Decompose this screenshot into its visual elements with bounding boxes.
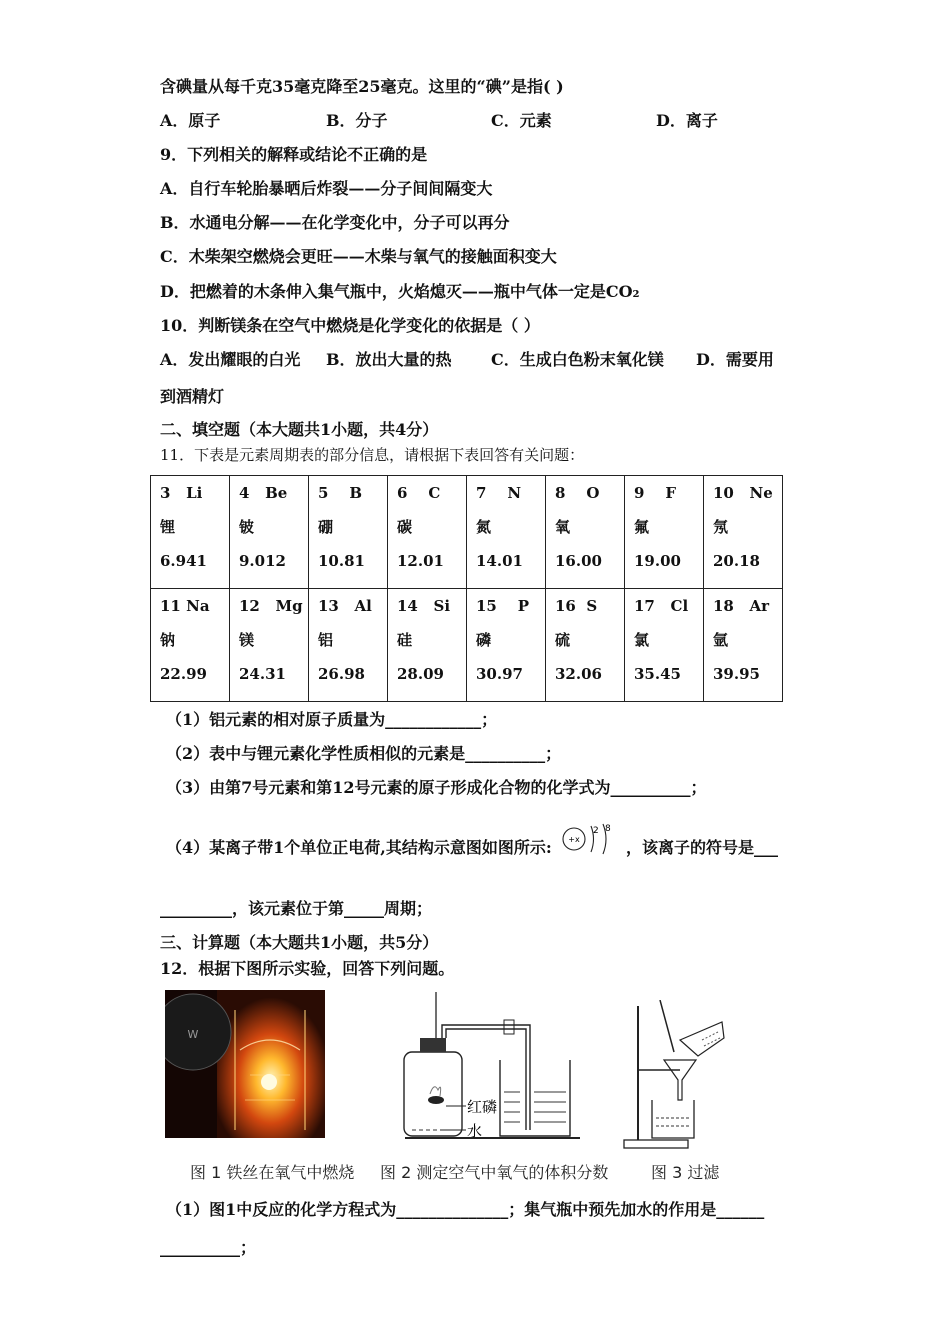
element-cell: 11 Na 钠 22.99: [151, 589, 230, 702]
element-cell: 9 F 氟 19.00: [625, 476, 704, 589]
q11-sub4-part1: （4）某离子带1个单位正电荷,其结构示意图如图所示:: [166, 838, 552, 857]
q11-sub1: （1）铝元素的相对原子质量为____________；: [166, 710, 498, 729]
q11-sub4-part3: _________，该元素位于第_____周期；: [160, 899, 433, 918]
q12-stem: 12．根据下图所示实验，回答下列问题。: [160, 959, 455, 978]
q9-option-d: D．把燃着的木条伸入集气瓶中，火焰熄灭——瓶中气体一定是CO₂: [160, 282, 640, 301]
periodic-table: [150, 475, 783, 702]
element-cell: 13 Al 铝 26.98: [309, 589, 388, 702]
q10-option-d-continued: 到酒精灯: [160, 387, 225, 406]
nucleus-charge: +x: [568, 835, 580, 844]
oxygen-volume-apparatus: [400, 990, 590, 1145]
q11-stem: 11．下表是元素周期表的部分信息，请根据下表回答有关问题：: [160, 446, 585, 464]
q8-option-c: C．元素: [491, 111, 552, 130]
element-cell: 7 N 氮 14.01: [467, 476, 546, 589]
q8-option-b: B．分子: [326, 111, 388, 130]
section-3-heading: 三、计算题（本大题共1小题，共5分）: [160, 933, 439, 952]
q9-option-c: C．木柴架空燃烧会更旺——木柴与氧气的接触面积变大: [160, 247, 557, 266]
q12-sub1: （1）图1中反应的化学方程式为______________；集气瓶中预先加水的作用是______: [166, 1200, 765, 1219]
svg-text:W: W: [187, 1028, 199, 1041]
element-cell: 17 Cl 氯 35.45: [625, 589, 704, 702]
element-cell: 8 O 氧 16.00: [546, 476, 625, 589]
q8-option-d: D．离子: [656, 111, 718, 130]
ion-structure-diagram: [560, 818, 620, 860]
periodic-table-row-3: [151, 589, 783, 702]
caption-figure-2: 图 2 测定空气中氧气的体积分数: [380, 1163, 609, 1182]
q10-option-b: B．放出大量的热: [326, 350, 452, 369]
q11-sub2: （2）表中与锂元素化学性质相似的元素是__________；: [166, 744, 562, 763]
q9-option-b: B．水通电分解——在化学变化中，分子可以再分: [160, 213, 510, 232]
element-cell: 3 Li 锂 6.941: [151, 476, 230, 589]
filtration-apparatus: [620, 1000, 730, 1155]
q8-option-a: A．原子: [160, 111, 221, 130]
element-cell: 4 Be 铍 9.012: [230, 476, 309, 589]
iron-wire-burning-photo: [165, 990, 325, 1138]
section-2-heading: 二、填空题（本大题共1小题，共4分）: [160, 420, 439, 439]
q11-sub3: （3）由第7号元素和第12号元素的原子形成化合物的化学式为__________；: [166, 778, 707, 797]
shell-1-count: 2: [593, 826, 599, 836]
periodic-table-row-2: [151, 476, 783, 589]
element-cell: 6 C 碳 12.01: [388, 476, 467, 589]
caption-figure-3: 图 3 过滤: [651, 1163, 720, 1182]
q12-sub1-continued: __________；: [160, 1238, 257, 1257]
q10-stem: 10．判断镁条在空气中燃烧是化学变化的依据是（ ）: [160, 316, 540, 335]
q10-option-a: A．发出耀眼的白光: [160, 350, 301, 369]
element-cell: 5 B 硼 10.81: [309, 476, 388, 589]
element-cell: 16 S 硫 32.06: [546, 589, 625, 702]
q8-stem-line: 含碘量从每千克35毫克降至25毫克。这里的“碘”是指( ): [160, 77, 564, 96]
element-cell: 18 Ar 氩 39.95: [704, 589, 783, 702]
q10-option-c: C．生成白色粉末氧化镁: [491, 350, 664, 369]
element-cell: 10 Ne 氖 20.18: [704, 476, 783, 589]
q9-stem: 9．下列相关的解释或结论不正确的是: [160, 145, 428, 164]
element-cell: 12 Mg 镁 24.31: [230, 589, 309, 702]
q11-sub4-part2: ，该离子的符号是___: [626, 838, 779, 857]
element-cell: 14 Si 硅 28.09: [388, 589, 467, 702]
q10-option-d: D．需要用: [696, 350, 774, 369]
label-red-phosphorus: 红磷: [467, 1098, 498, 1116]
element-cell: 15 P 磷 30.97: [467, 589, 546, 702]
q9-option-a: A．自行车轮胎暴晒后炸裂——分子间间隔变大: [160, 179, 493, 198]
caption-figure-1: 图 1 铁丝在氧气中燃烧: [190, 1163, 355, 1182]
shell-2-count: 8: [605, 824, 611, 834]
label-water: 水: [467, 1122, 483, 1140]
